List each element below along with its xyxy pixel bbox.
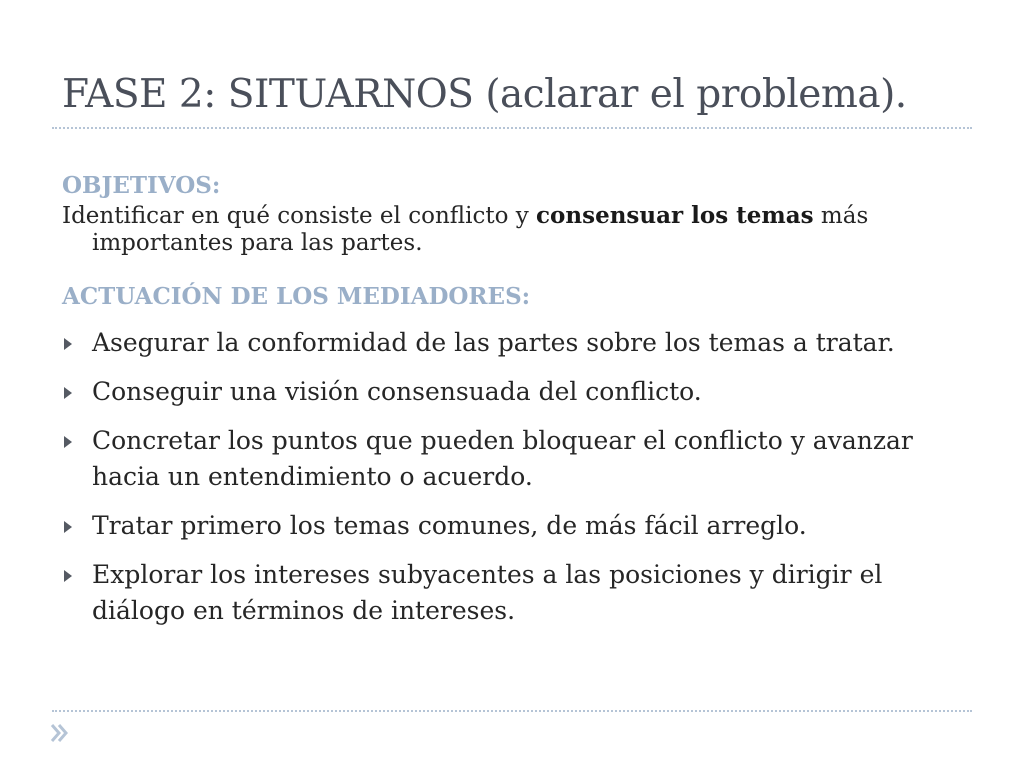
double-chevron-icon	[50, 722, 68, 744]
action-item	[62, 423, 962, 495]
action-item	[62, 325, 962, 361]
triangle-bullet-icon	[64, 436, 72, 448]
objectives-text	[62, 202, 962, 257]
slide-title: FASE 2: SITUARNOS (aclarar el problema).	[62, 72, 907, 117]
action-item-text: Asegurar la conformidad de las partes sobre los temas a tratar.	[92, 328, 895, 357]
objectives-text-bold: consensuar los temas	[536, 202, 814, 229]
triangle-bullet-icon	[64, 570, 72, 582]
objectives-text-part-2: más importantes para las partes.	[92, 203, 869, 256]
action-item-text: Tratar primero los temas comunes, de más fácil arreglo.	[92, 511, 807, 540]
slide-content	[62, 170, 962, 642]
triangle-bullet-icon	[64, 387, 72, 399]
title-divider	[52, 127, 972, 129]
objectives-heading: OBJETIVOS:	[62, 172, 221, 199]
actions-list	[62, 325, 962, 629]
action-item-text: Conseguir una visión consensuada del conflicto.	[92, 377, 702, 406]
action-item	[62, 374, 962, 410]
action-item	[62, 557, 962, 629]
action-item-text: Concretar los puntos que pueden bloquear el conflicto y avanzar hacia un entendimiento o acuerdo.	[92, 426, 913, 491]
action-item-text: Explorar los intereses subyacentes a las posiciones y dirigir el diálogo en términos de intereses.	[92, 560, 883, 625]
action-item	[62, 508, 962, 544]
triangle-bullet-icon	[64, 521, 72, 533]
actions-heading: ACTUACIÓN DE LOS MEDIADORES:	[62, 283, 531, 310]
triangle-bullet-icon	[64, 338, 72, 350]
objectives-text-part-1: Identificar en qué consiste el conflicto y	[62, 203, 537, 229]
footer-divider	[52, 710, 972, 712]
